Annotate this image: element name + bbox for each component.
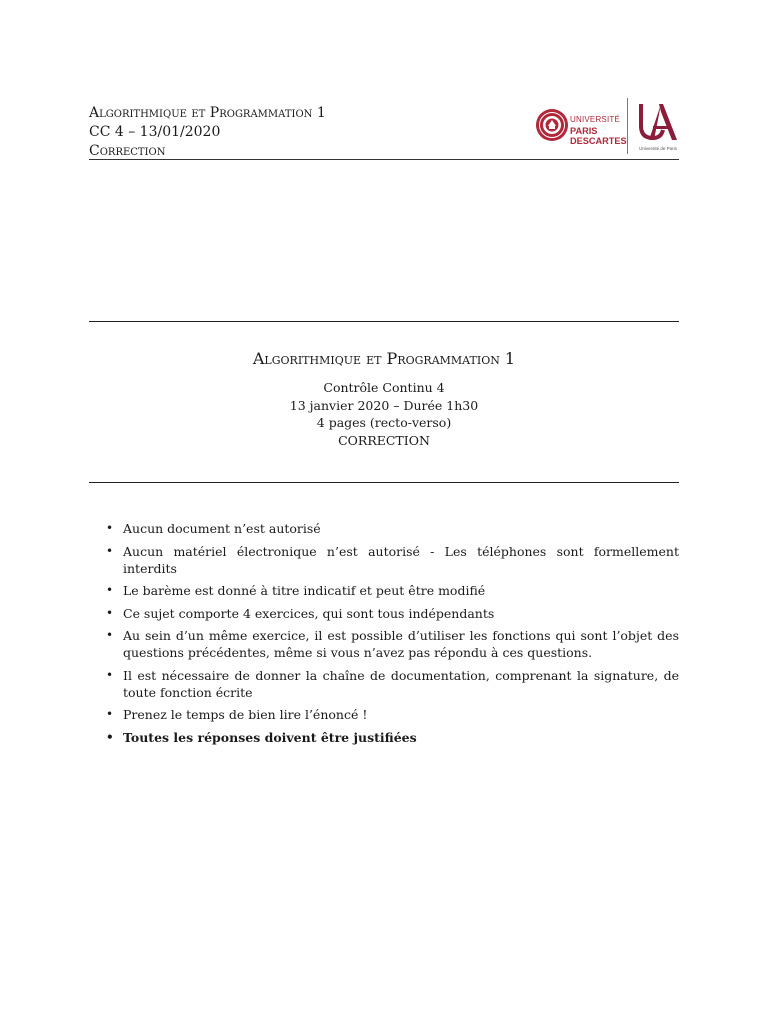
header-exam: CC 4 – 13/01/2020 [89, 124, 221, 140]
descartes-wordmark [570, 115, 627, 147]
descartes-seal-icon [535, 108, 569, 142]
document-title: Algorithmique et Programmation 1 [252, 349, 516, 368]
up-caption: Université de Paris [639, 146, 677, 151]
list-item: • Aucun matériel électronique n’est autorisé - Les téléphones sont formellement interdits [89, 543, 679, 577]
list-item: • Toutes les réponses doivent être justifiées [89, 729, 679, 746]
instructions-list [89, 520, 679, 751]
list-item: • Le barème est donné à titre indicatif et peut être modifié [89, 582, 679, 599]
universite-de-paris-emblem-icon [635, 100, 681, 146]
list-item: • Ce sujet comporte 4 exercices, qui sont tous indépendants [89, 605, 679, 622]
page-count: 4 pages (recto-verso) [316, 415, 452, 430]
paris-descartes-logo [535, 104, 627, 146]
list-item: • Il est nécessaire de donner la chaîne de documentation, comprenant la signature, de toute fonction écrite [89, 667, 679, 701]
exam-date-duration: 13 janvier 2020 – Durée 1h30 [289, 397, 479, 413]
universite-de-paris-logo [635, 100, 681, 156]
correction-label: CORRECTION [338, 432, 430, 448]
header-divider [89, 159, 679, 160]
university-logos [535, 96, 681, 156]
title-top-rule [89, 321, 679, 322]
exam-name: Contrôle Continu 4 [323, 380, 445, 395]
univ-line3: DESCARTES [570, 136, 627, 146]
header-course: Algorithmique et Programmation 1 [89, 105, 326, 121]
list-item: • Au sein d’un même exercice, il est possible d’utiliser les fonctions qui sont l’objet des questions précédentes, même si vous n’avez pas répondu à ces questions. [89, 627, 679, 661]
title-bottom-rule [89, 482, 679, 483]
title-block [89, 348, 679, 449]
logo-divider [627, 98, 628, 154]
header-type: Correction [89, 143, 166, 159]
univ-line1: UNIVERSITÉ [570, 115, 621, 124]
header-text [89, 104, 326, 161]
list-item: • Prenez le temps de bien lire l’énoncé ! [89, 706, 679, 723]
list-item: • Aucun document n’est autorisé [89, 520, 679, 537]
univ-line2: PARIS [570, 125, 598, 136]
